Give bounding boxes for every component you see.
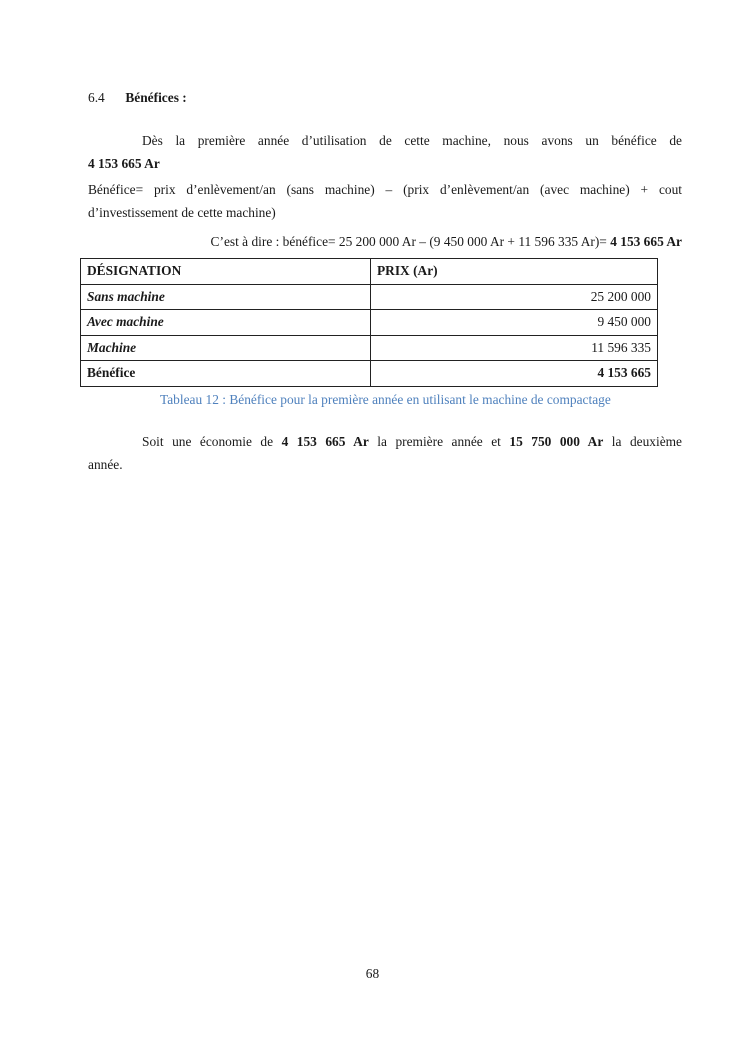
conclusion-part3: la deuxième <box>611 434 683 449</box>
table-cell-value: 11 596 335 <box>371 335 658 361</box>
conclusion-part2: la première année et <box>377 434 501 449</box>
paragraph-formula-line1: Bénéfice= prix d’enlèvement/an (sans machine) – (prix d’enlèvement/an (avec machine) + cout <box>88 182 682 197</box>
section-number: 6.4 <box>88 90 105 105</box>
table-cell-value: 4 153 665 <box>371 361 658 387</box>
paragraph-intro-text: Dès la première année d’utilisation de cette machine, nous avons un bénéfice de <box>142 133 682 148</box>
paragraph-conclusion-line2: année. <box>88 457 123 473</box>
paragraph-calculation <box>88 230 682 253</box>
table-cell-label: Avec machine <box>81 310 371 336</box>
page-number: 68 <box>365 966 380 981</box>
conclusion-amount1: 4 153 665 Ar <box>281 434 369 449</box>
paragraph-formula <box>88 178 682 224</box>
conclusion-amount2: 15 750 000 Ar <box>509 434 604 449</box>
paragraph-conclusion-line1 <box>88 430 682 453</box>
table-cell-value: 9 450 000 <box>371 310 658 336</box>
section-title: Bénéfices : <box>125 90 187 105</box>
paragraph-calculation-result: 4 153 665 Ar <box>610 234 682 249</box>
table-cell-value: 25 200 000 <box>371 284 658 310</box>
section-heading <box>88 90 187 106</box>
table-cell-label: Bénéfice <box>81 361 371 387</box>
table-row <box>81 335 658 361</box>
paragraph-intro <box>88 129 682 175</box>
table-caption: Tableau 12 : Bénéfice pour la première année en utilisant le machine de compactage <box>160 392 611 407</box>
benefit-table <box>80 258 658 387</box>
conclusion-part1: Soit une économie de <box>142 434 274 449</box>
table-header-designation: DÉSIGNATION <box>81 259 371 285</box>
paragraph-formula-line2: d’investissement de cette machine) <box>88 205 276 221</box>
paragraph-intro-amount: 4 153 665 Ar <box>88 156 160 172</box>
table-header-price: PRIX (Ar) <box>371 259 658 285</box>
table-row-total <box>81 361 658 387</box>
table-cell-label: Sans machine <box>81 284 371 310</box>
paragraph-conclusion <box>88 430 682 476</box>
table-header-row <box>81 259 658 285</box>
table-row <box>81 284 658 310</box>
table-row <box>81 310 658 336</box>
paragraph-calculation-text: C’est à dire : bénéfice= 25 200 000 Ar – (9 450 000 Ar + 11 596 335 Ar)= <box>210 234 607 249</box>
table-cell-label: Machine <box>81 335 371 361</box>
